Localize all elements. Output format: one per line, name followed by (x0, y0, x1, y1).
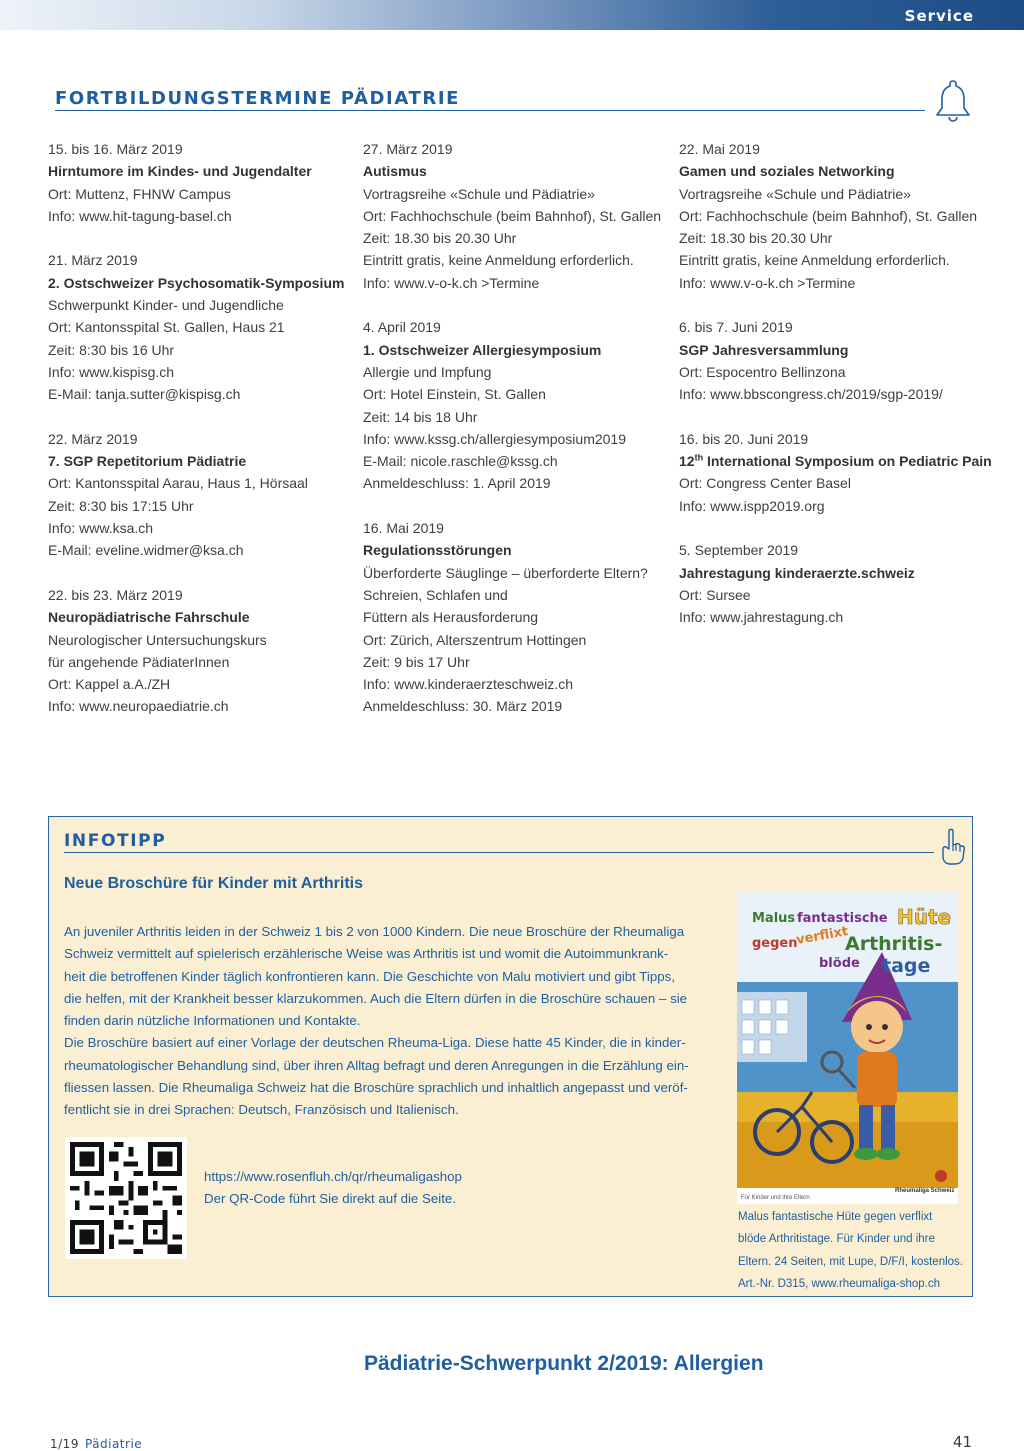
event-detail: Zeit: 14 bis 18 Uhr (363, 408, 478, 425)
body-line: An juveniler Arthritis leiden in der Schweiz 1 bis 2 von 1000 Kindern. Die neue Broschüre der Rheumaliga (64, 924, 685, 939)
event-detail: Eintritt gratis, keine Anmeldung erforderlich. (363, 252, 634, 269)
body-line: heit die betroffenen Kinder täglich konfrontieren kann. Die Geschichte von Malu motiviert und gibt Tipps, (64, 968, 676, 984)
event-entry (48, 584, 348, 718)
caption-line: Art.-Nr. D315, www.rheumaliga-shop.ch (738, 1277, 940, 1290)
infotipp-body (64, 921, 719, 1122)
events-column-3 (679, 138, 999, 651)
event-title: 1. Ostschweizer Allergiesymposium (363, 341, 602, 358)
body-line: Schweiz vermittelt auf spielerisch erzählerische Weise was Arthritis ist und womit die Autoimmunkrank- (64, 946, 669, 962)
event-detail: Zeit: 18.30 bis 20.30 Uhr (679, 230, 833, 247)
event-detail: Anmeldeschluss: 30. März 2019 (363, 698, 563, 715)
event-detail: Ort: Fachhochschule (beim Bahnhof), St. Gallen (363, 207, 662, 224)
event-detail: Vortragsreihe «Schule und Pädiatrie» (363, 185, 595, 202)
footer-issue (50, 1437, 142, 1451)
event-detail: Info: www.kispisg.ch (48, 363, 175, 380)
event-title: Autismus (363, 163, 427, 180)
event-date: 6. bis 7. Juni 2019 (679, 319, 793, 336)
event-detail: E-Mail: tanja.sutter@kispisg.ch (48, 386, 241, 403)
event-detail: Ort: Fachhochschule (beim Bahnhof), St. Gallen (679, 207, 978, 224)
infotipp-subtitle: Neue Broschüre für Kinder mit Arthritis (64, 875, 364, 892)
page-number: 41 (952, 1433, 972, 1451)
event-detail: Anmeldeschluss: 1. April 2019 (363, 475, 551, 492)
event-detail: Info: www.ispp2019.org (679, 497, 825, 514)
event-entry (679, 138, 999, 294)
event-title: Jahrestagung kinderaerzte.schweiz (679, 564, 915, 581)
events-column-2 (363, 138, 663, 740)
event-date: 16. bis 20. Juni 2019 (679, 430, 809, 447)
caption-line: blöde Arthritistage. Für Kinder und ihre (738, 1233, 935, 1246)
event-title-rest: International Symposium on Pediatric Pain (703, 453, 992, 470)
event-entry (679, 428, 999, 517)
event-detail: Info: www.neuropaediatrie.ch (48, 698, 229, 715)
body-line: fentlicht sie in drei Sprachen: Deutsch, Französisch und Italienisch. (64, 1102, 459, 1118)
event-title: 2. Ostschweizer Psychosomatik-Symposium (48, 274, 345, 291)
caption-line: Malus fantastische Hüte gegen verflixt (738, 1211, 933, 1223)
qr-text (204, 1166, 462, 1211)
cover-title-word: Malus (752, 911, 796, 926)
event-detail: Info: www.ksa.ch (48, 520, 154, 537)
cover-title-word: Arthritis- (845, 933, 943, 955)
event-detail: für angehende PädiaterInnen (48, 653, 230, 670)
event-detail: Zeit: 8:30 bis 16 Uhr (48, 341, 175, 358)
event-date: 15. bis 16. März 2019 (48, 141, 183, 157)
section-header-bar (0, 0, 1024, 30)
body-line: finden darin nützliche Informationen und Kontakte. (64, 1013, 361, 1029)
event-title-ordinal: th (694, 452, 704, 463)
page-heading: FORTBILDUNGSTERMINE PÄDIATRIE (55, 88, 461, 109)
event-detail: Info: www.hit-tagung-basel.ch (48, 207, 232, 224)
event-detail: Ort: Kantonsspital Aarau, Haus 1, Hörsaal (48, 475, 308, 492)
bell-icon (933, 78, 973, 122)
event-entry (363, 517, 663, 718)
event-detail: Zeit: 9 bis 17 Uhr (363, 653, 470, 670)
body-line: fliessen lassen. Die Rheumaliga Schweiz hat die Broschüre sprachlich und inhaltlich angepasst und veröf- (64, 1080, 688, 1096)
event-detail: Schreien, Schlafen und (363, 586, 508, 603)
cover-title-word: verflixt (795, 924, 850, 948)
event-title: Gamen und soziales Networking (679, 163, 895, 180)
event-detail: Ort: Kantonsspital St. Gallen, Haus 21 (48, 319, 285, 336)
event-date: 22. März 2019 (48, 430, 138, 447)
event-title (679, 450, 999, 472)
event-detail: Zeit: 18.30 bis 20.30 Uhr (363, 230, 517, 247)
event-entry (679, 316, 999, 405)
event-title: SGP Jahresversammlung (679, 341, 849, 358)
cover-caption (738, 1206, 963, 1295)
event-title-number: 12 (679, 453, 695, 470)
event-date: 27. März 2019 (363, 141, 453, 157)
event-detail: Eintritt gratis, keine Anmeldung erforderlich. (679, 252, 950, 269)
event-title: 7. SGP Repetitorium Pädiatrie (48, 453, 247, 470)
event-entry (679, 539, 999, 628)
cover-footer-right: Rheumaliga Schweiz (895, 1188, 955, 1194)
next-focus-title: Pädiatrie-Schwerpunkt 2/2019: Allergien (364, 1352, 764, 1375)
event-detail: Ort: Kappel a.A./ZH (48, 676, 171, 693)
event-detail: Info: www.v-o-k.ch >Termine (679, 274, 856, 291)
event-detail: Vortragsreihe «Schule und Pädiatrie» (679, 185, 911, 202)
event-detail: Ort: Congress Center Basel (679, 475, 851, 492)
event-detail: Füttern als Herausforderung (363, 609, 539, 626)
event-detail: Neurologischer Untersuchungskurs (48, 631, 267, 648)
infotipp-title: INFOTIPP (64, 831, 167, 851)
event-detail: E-Mail: nicole.raschle@kssg.ch (363, 453, 558, 470)
event-detail: Info: www.v-o-k.ch >Termine (363, 274, 540, 291)
qr-code[interactable] (65, 1137, 187, 1259)
pointing-finger-icon (938, 827, 966, 867)
event-detail: Info: www.jahrestagung.ch (679, 609, 844, 626)
event-detail: Ort: Zürich, Alterszentrum Hottingen (363, 631, 587, 648)
event-entry (48, 138, 348, 227)
rheumaliga-logo (935, 1170, 947, 1182)
event-detail: Ort: Muttenz, FHNW Campus (48, 185, 231, 202)
qr-url-link[interactable]: https://www.rosenfluh.ch/qr/rheumaligashop (204, 1169, 462, 1184)
brochure-cover-image (737, 892, 958, 1204)
body-line: Die Broschüre basiert auf einer Vorlage der deutschen Rheuma-Liga. Diese hatte 45 Kinder, die in kinder- (64, 1035, 686, 1051)
event-detail: Überforderte Säuglinge – überforderte Eltern? (363, 564, 648, 581)
event-date: 4. April 2019 (363, 319, 441, 336)
event-date: 21. März 2019 (48, 252, 138, 269)
qr-hint: Der QR-Code führt Sie direkt auf die Seite. (204, 1191, 457, 1207)
infotipp-rule (64, 852, 934, 853)
magazine-name: Pädiatrie (84, 1437, 143, 1451)
issue-number: 1/19 (50, 1437, 79, 1451)
event-date: 5. September 2019 (679, 542, 799, 559)
heading-rule (55, 110, 925, 111)
event-entry (48, 428, 348, 562)
event-detail: Ort: Sursee (679, 586, 751, 603)
event-date: 16. Mai 2019 (363, 520, 444, 537)
events-column-1 (48, 138, 348, 740)
event-detail: Info: www.kssg.ch/allergiesymposium2019 (363, 430, 627, 447)
event-detail: Zeit: 8:30 bis 17:15 Uhr (48, 497, 194, 514)
cover-footer-left: Für Kinder und ihre Eltern (741, 1195, 810, 1201)
event-detail: Schwerpunkt Kinder- und Jugendliche (48, 297, 284, 314)
event-title: Regulationsstörungen (363, 542, 512, 559)
cover-title-word: fantastische (797, 911, 888, 926)
cover-title-word: gegen (752, 936, 798, 951)
event-detail: Info: www.kinderaerzteschweiz.ch (363, 676, 574, 693)
event-date: 22. Mai 2019 (679, 141, 760, 157)
cover-title-word: tage (882, 955, 931, 977)
event-detail: E-Mail: eveline.widmer@ksa.ch (48, 542, 244, 559)
event-entry (48, 249, 348, 405)
event-title: Hirntumore im Kindes- und Jugendalter (48, 163, 312, 180)
event-detail: Allergie und Impfung (363, 363, 492, 380)
section-label: Service (904, 7, 974, 25)
caption-line: Eltern. 24 Seiten, mit Lupe, D/F/I, kostenlos. (738, 1255, 963, 1268)
cover-title-word: Hüte (897, 905, 952, 929)
body-line: die helfen, mit der Krankheit besser klarzukommen. Auch die Eltern dürfen in die Broschüre schauen – sie (64, 990, 688, 1006)
event-detail: Info: www.bbscongress.ch/2019/sgp-2019/ (679, 386, 943, 403)
event-date: 22. bis 23. März 2019 (48, 586, 183, 603)
event-detail: Ort: Hotel Einstein, St. Gallen (363, 386, 546, 403)
body-line: rheumatologischer Behandlung sind, über ihren Alltag befragt und deren Anregungen in die Erzählung ein- (64, 1057, 689, 1073)
infotipp-box (48, 816, 973, 1297)
event-entry (363, 316, 663, 494)
cover-title-word: blöde (819, 956, 860, 971)
event-title: Neuropädiatrische Fahrschule (48, 609, 250, 626)
event-detail: Ort: Espocentro Bellinzona (679, 363, 846, 380)
event-entry (363, 138, 663, 294)
